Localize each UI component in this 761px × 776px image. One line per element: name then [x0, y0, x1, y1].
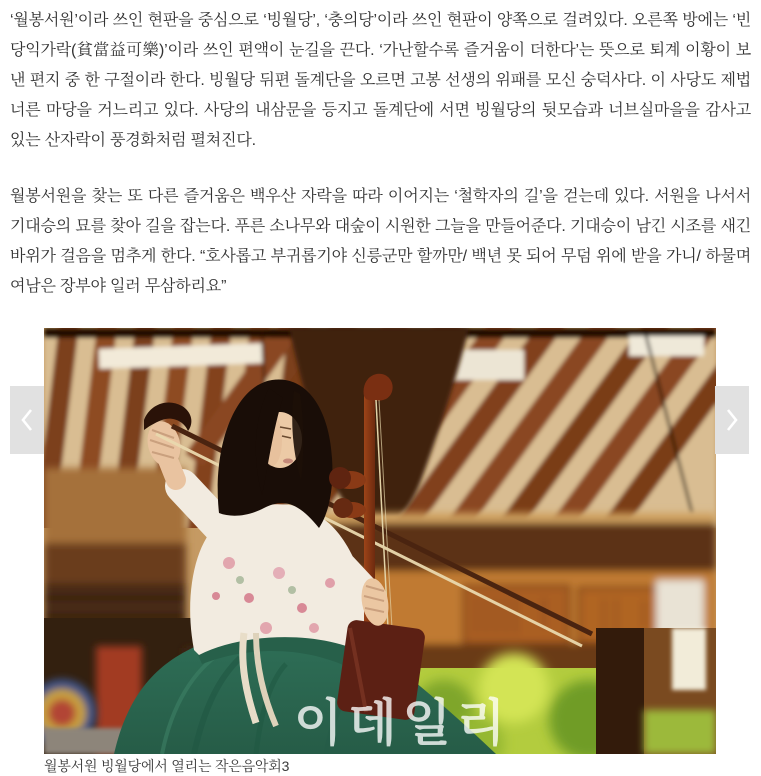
carousel-photo — [44, 328, 716, 754]
watermark-text: 이데일리 — [294, 695, 512, 751]
chevron-left-icon — [17, 406, 37, 434]
photo-caption: 월봉서원 빙월당에서 열리는 작은음악회3 — [44, 758, 290, 774]
carousel-prev-button[interactable] — [10, 386, 44, 454]
chevron-right-icon — [722, 406, 742, 434]
article-body — [0, 0, 761, 302]
article-paragraph-1: ‘월봉서원’이라 쓰인 현판을 중심으로 ‘빙월당’, ‘충의당’이라 쓰인 현판이 양쪽으로 걸려있다. 오른쪽 방에는 ‘빈당익가락(貧當益可樂)’이라 쓰인 편액이 눈길을 끈다. ‘가난할수록 즐거움이 더한다’는 뜻으로 퇴계 이황이 보낸 편지 중 한 구절이라 한다. 빙월당 뒤편 돌계단을 오르면 고봉 선생의 위패를 모신 숭덕사다. 이 사당도 제법 너른 마당을 거느리고 있다. 사당의 내삼문을 등지고 돌계단에 서면 빙월당의 뒷모습과 너브실마을을 감사고 있는 산자락이 풍경화처럼 펼쳐진다. — [10, 12, 751, 149]
photo-scene — [44, 328, 716, 754]
carousel-next-button[interactable] — [715, 386, 749, 454]
article-paragraph-2: 월봉서원을 찾는 또 다른 즐거움은 백우산 자락을 따라 이어지는 ‘철학자의 길’을 걷는데 있다. 서원을 나서서 기대승의 묘를 찾아 길을 잡는다. 푸른 소나무와 대숲이 시원한 그늘을 만들어준다. 기대승이 남긴 시조를 새긴 바위가 걸음을 멈추게 한다. “호사롭고 부귀롭기야 신릉군만 할까만/ 백년 못 되어 무덤 위에 받을 가니/ 하물며 여남은 장부야 일러 무삼하리요” — [10, 188, 751, 295]
photo-carousel — [0, 328, 761, 776]
